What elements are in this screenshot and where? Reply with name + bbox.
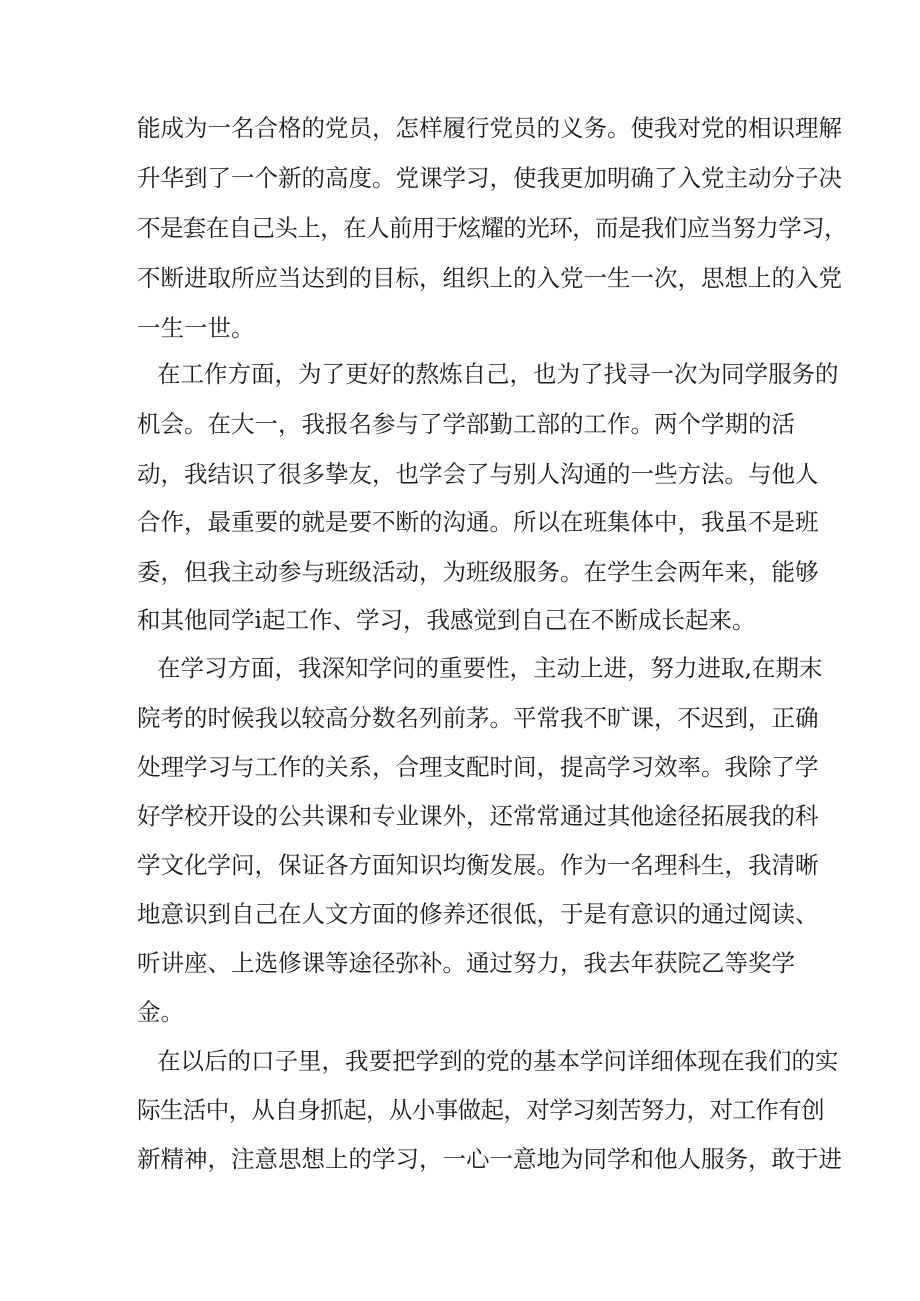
paragraph-3-line-3: 处理学习与工作的关系，合理支配时间，提高学习效率。我除了学 [137, 753, 819, 781]
paragraph-1-line-4: 不断进取所应当达到的目标，组织上的入党一生一次，思想上的入党 [137, 264, 842, 292]
paragraph-1-line-2: 升华到了一个新的高度。党课学习，使我更加明确了入党主动分子决 [137, 164, 842, 192]
paragraph-3-line-8: 金。 [137, 998, 184, 1026]
paragraph-3-line-2: 院考的时候我以较高分数名列前茅。平常我不旷课，不迟到，正确 [137, 704, 819, 732]
paragraph-3-line-5: 学文化学问，保证各方面知识均衡发展。作为一名理科生，我清晰 [137, 851, 819, 879]
paragraph-2-line-2: 机会。在大一，我报名参与了学部勤工部的工作。两个学期的活 [137, 410, 795, 438]
paragraph-3-line-7: 听讲座、上选修课等途径弥补。通过努力，我去年获院乙等奖学 [137, 949, 795, 977]
paragraph-2-line-5: 委，但我主动参与班级活动，为班级服务。在学生会两年来，能够 [137, 558, 819, 586]
paragraph-4-line-3: 新精神，注意思想上的学习，一心一意地为同学和他人服务，敢于进 [137, 1145, 842, 1173]
paragraph-4-line-1: 在以后的口子里，我要把学到的党的基本学问详细体现在我们的实 [157, 1047, 839, 1075]
paragraph-4-line-2: 际生活中，从自身抓起，从小事做起，对学习刻苦努力，对工作有创 [137, 1096, 824, 1124]
paragraph-1-line-1: 能成为一名合格的党员，怎样履行党员的义务。使我对党的相识理解 [137, 114, 842, 142]
paragraph-2-line-6: 和其他同学i起工作、学习，我感觉到自己在不断成长起来。 [137, 606, 756, 634]
paragraph-2-line-3: 动，我结识了很多挚友，也学会了与别人沟通的一些方法。与他人 [137, 460, 819, 488]
paragraph-1-line-3: 不是套在自己头上，在人前用于炫耀的光环，而是我们应当努力学习， [137, 214, 847, 242]
paragraph-3-line-1: 在学习方面，我深知学问的重要性，主动上进，努力进取,在期末 [157, 654, 823, 682]
paragraph-2-line-4: 合作，最重要的就是要不断的沟通。所以在班集体中，我虽不是班 [137, 508, 819, 536]
paragraph-1-line-5: 一生一世。 [137, 314, 255, 342]
paragraph-3-line-6: 地意识到自己在人文方面的修养还很低，于是有意识的通过阅读、 [137, 900, 819, 928]
paragraph-2-line-1: 在工作方面，为了更好的熬炼自己，也为了找寻一次为同学服务的 [157, 360, 839, 388]
paragraph-3-line-4: 好学校开设的公共课和专业课外，还常常通过其他途径拓展我的科 [137, 802, 819, 830]
